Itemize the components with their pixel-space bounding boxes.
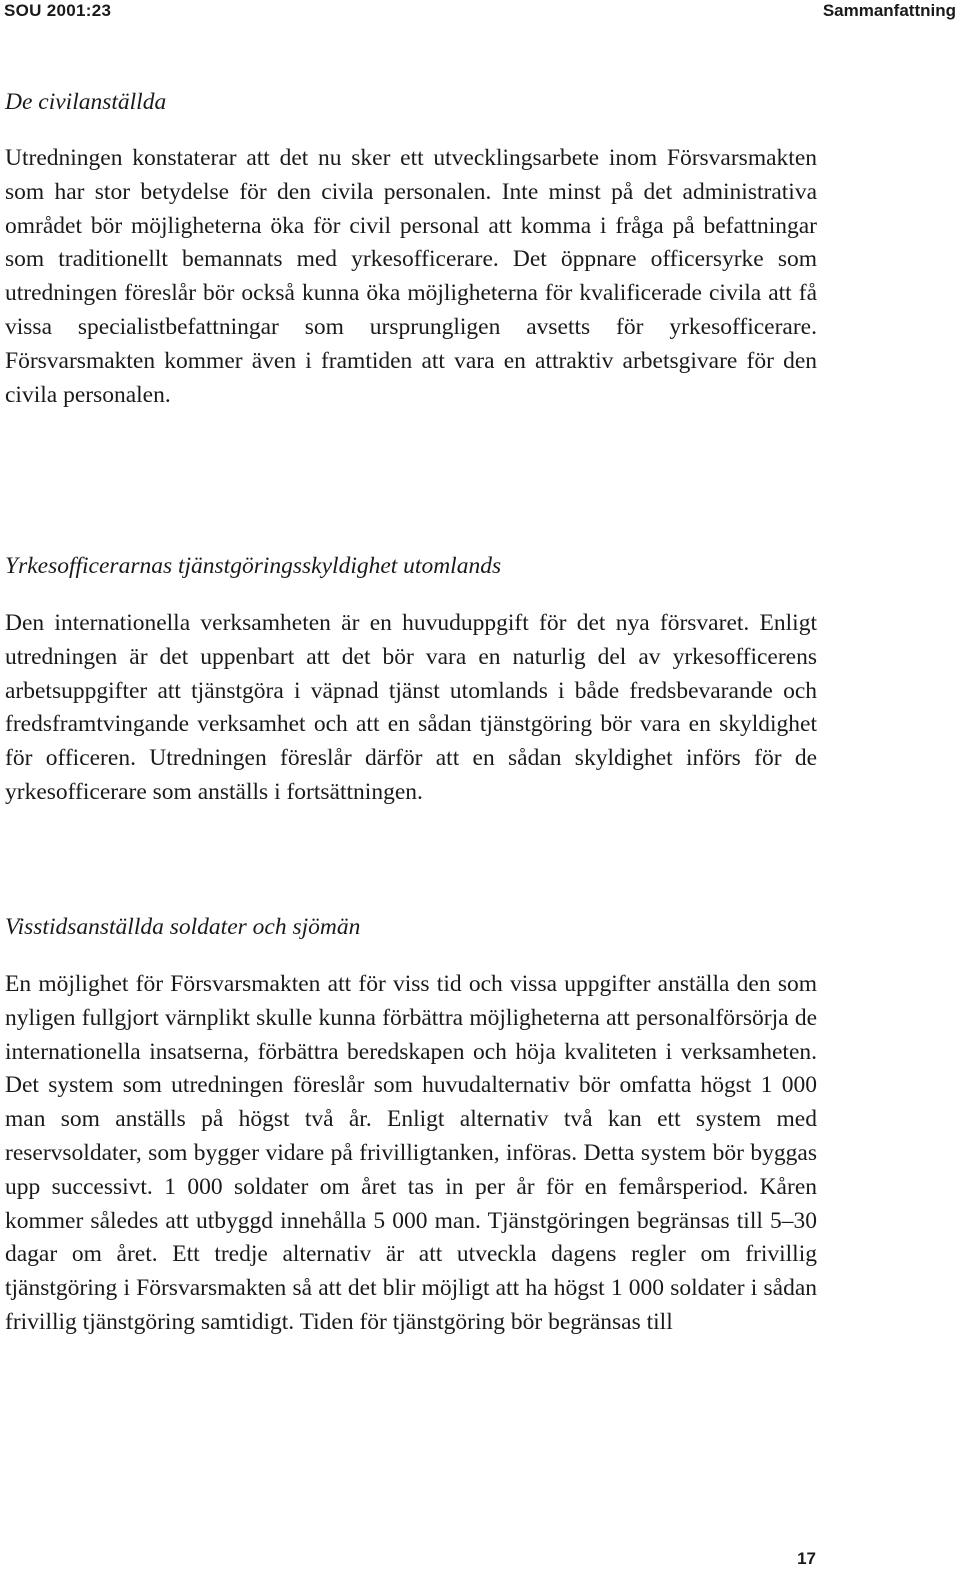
section-paragraph-civilanstallda: Utredningen konstaterar att det nu sker ett utvecklingsarbete inom Försvarsmakten som har stor betydelse för den civila personalen. Inte minst på det administrativa området bör möjligheterna öka för civil personal att komma i fråga på befattningar som traditionellt bemannats med yrkesofficerare. Det öppnare officersyrke som utredningen föreslår bör också kunna öka möjligheterna för kvalificerade civila att få vissa specialistbefattningar som ursprungligen avsetts för yrkesofficerare. Försvarsmakten kommer även i framtiden att vara en attraktiv arbetsgivare för den civila personalen. — [5, 145, 817, 408]
section-paragraph-tjanstgoringsskyldighet: Den internationella verksamheten är en huvuduppgift för det nya försvaret. Enligt utredningen är det uppenbart att det bör vara en naturlig del av yrkesofficerens arbetsuppgifter att tjänstgöra i väpnad tjänst utomlands i både fredsbevarande och fredsframtvingande verksamhet och att en sådan tjänstgöring bör vara en skyldighet för officeren. Utredningen föreslår därför att en sådan skyldighet införs för de yrkesofficerare som anställs i fortsättningen. — [5, 610, 817, 805]
document-reference: SOU 2001:23 — [4, 1, 112, 20]
page-number: 17 — [797, 1549, 816, 1568]
running-header — [0, 0, 960, 24]
section-heading-civilanstallda: De civilanställda — [5, 89, 167, 115]
section-heading-visstidsanstallda: Visstidsanställda soldater och sjömän — [5, 914, 361, 940]
section-heading-tjanstgoringsskyldighet: Yrkesofficerarnas tjänstgöringsskyldighet utomlands — [5, 553, 502, 579]
chapter-title: Sammanfattning — [822, 1, 956, 20]
section-paragraph-visstidsanstallda: En möjlighet för Försvarsmakten att för viss tid och vissa uppgifter anställa den som nyligen fullgjort värnplikt skulle kunna förbättra möjligheterna att personalförsörja de internationella insatserna, förbättra beredskapen och höja kvaliteten i verksamheten. Det system som utredningen föreslår som huvudalternativ bör omfatta högst 1 000 man som anställs på högst två år. Enligt alternativ två kan ett system med reservsoldater, som bygger vidare på frivilligtanken, införas. Detta system bör byggas upp successivt. 1 000 soldater om året tas in per år för en femårsperiod. Kåren kommer således att utbyggd innehålla 5 000 man. Tjänstgöringen begränsas till 5–30 dagar om året. Ett tredje alternativ är att utveckla dagens regler om frivillig tjänstgöring i Försvarsmakten så att det blir möjligt att ha högst 1 000 soldater i sådan frivillig tjänstgöring samtidigt. Tiden för tjänstgöring bör begränsas till — [5, 971, 817, 1335]
